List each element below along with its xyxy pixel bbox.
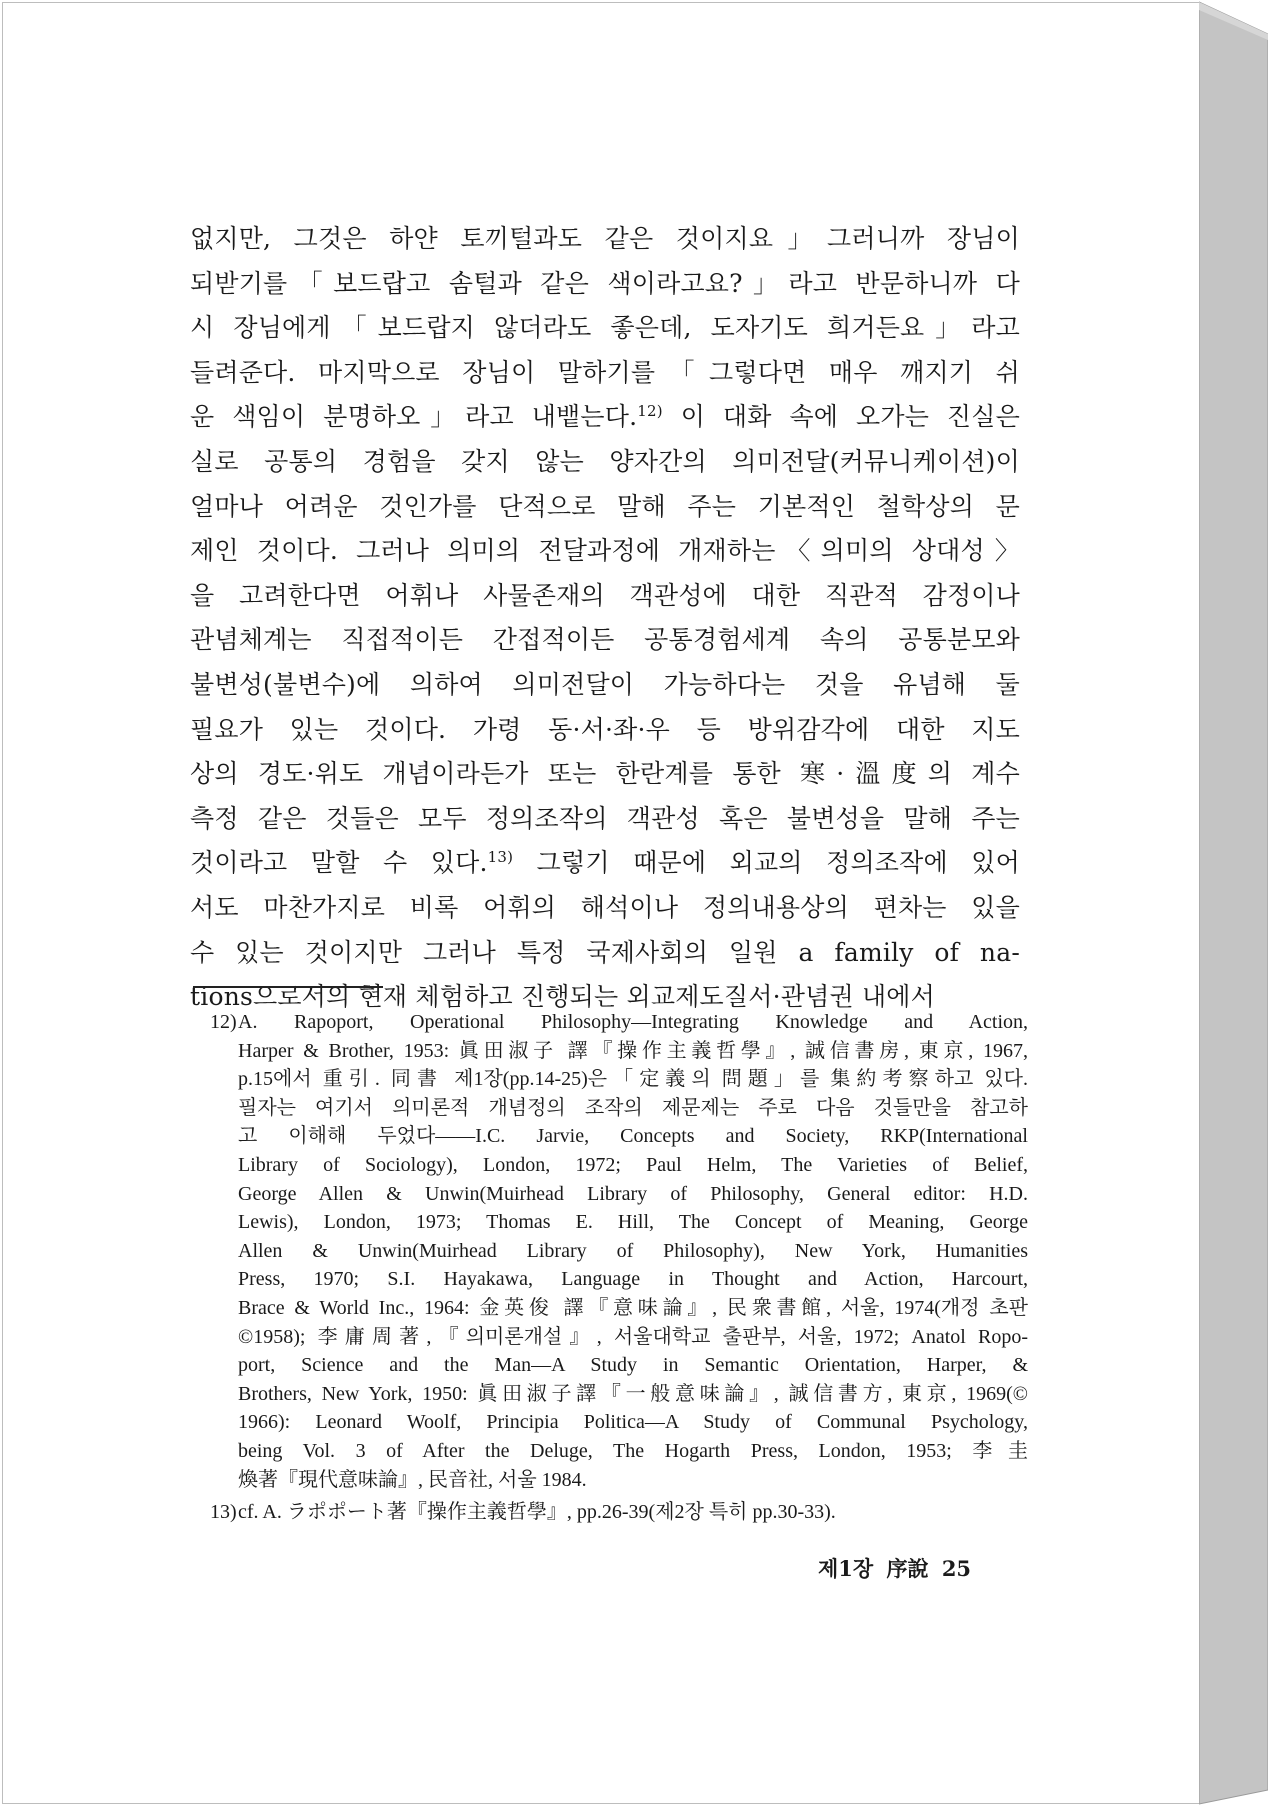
footnote-13 (210, 1498, 1028, 1527)
footnote-line: port, Science and the Man—A Study in Semantic Orientation, Harper, & (238, 1354, 1028, 1377)
footnote-line: George Allen & Unwin(Muirhead Library of Philosophy, General editor: H.D. (238, 1182, 1028, 1205)
footnote-line: Brothers, New York, 1950: 眞田淑子譯『一般意味論』, 誠信書方, 東京, 1969(© (238, 1382, 1028, 1405)
footnote-line: being Vol. 3 of After the Deluge, The Hogarth Press, London, 1953; 李圭 (238, 1439, 1028, 1462)
body-line: 실로 공통의 경험을 갖지 않는 양자간의 의미전달(커뮤니케이션)이 (190, 446, 1020, 476)
footnote-line: Press, 1970; S.I. Hayakawa, Language in Thought and Action, Harcourt, (238, 1268, 1028, 1291)
body-line: 들려준다. 마지막으로 장님이 말하기를「그렇다면 매우 깨지기 쉬 (190, 357, 1020, 387)
footnote-rule (193, 986, 383, 988)
body-line: 상의 경도·위도 개념이라든가 또는 한란계를 통한 寒·溫度의 계수 (190, 759, 1020, 789)
footnote-ref-12: 12) (637, 402, 663, 421)
body-line: 없지만, 그것은 하얀 토끼털과도 같은 것이지요」그러니까 장님이 (190, 224, 1020, 253)
body-line: 불변성(불변수)에 의하여 의미전달이 가능하다는 것을 유념해 둘 (190, 669, 1020, 699)
body-line: 되받기를「보드랍고 솜털과 같은 색이라고요?」라고 반문하니까 다 (190, 268, 1020, 298)
body-line: 시 장님에게「보드랍지 않더라도 좋은데, 도자기도 희거든요」라고 (190, 313, 1020, 343)
footnote-line: 煥著『現代意味論』, 民音社, 서울 1984. (238, 1468, 587, 1491)
footnote-line: 고 이해해 두었다——I.C. Jarvie, Concepts and Society, RKP(International (238, 1125, 1028, 1148)
footer-section: 序說 (886, 1556, 929, 1581)
body-line: 필요가 있는 것이다. 가령 동·서·좌·우 등 방위감각에 대한 지도 (190, 714, 1020, 744)
body-line-with-ref (190, 395, 1020, 440)
body-line-tail: 이 대화 속에 오가는 진실은 (680, 402, 1020, 432)
footnote-line: Brace & World Inc., 1964: 金英俊 譯『意味論』, 民衆書館, 서울, 1974(개정 초판 (238, 1296, 1028, 1319)
body-line: 측정 같은 것들은 모두 정의조작의 객관성 혹은 불변성을 말해 주는 (190, 803, 1020, 833)
page-number: 25 (941, 1556, 972, 1581)
running-footer (818, 1553, 971, 1583)
footnotes (210, 1008, 1029, 1527)
body-line-head: 것이라고 말할 수 있다. (190, 848, 488, 878)
body-line: tions으로서의 현재 체험하고 진행되는 외교제도질서·관념권 내에서 (190, 982, 936, 1012)
footnote-number: 12) (210, 1011, 237, 1033)
footnote-line: Harper & Brother, 1953: 眞田淑子 譯『操作主義哲學』, 誠信書房, 東京, 1967, (238, 1039, 1028, 1062)
body-line-with-ref (190, 841, 1020, 886)
page-stack-edge (1199, 0, 1268, 1806)
footnote-line: A. Rapoport, Operational Philosophy—Integrating Knowledge and Action, (238, 1011, 1028, 1033)
footnote-line: Library of Sociology), London, 1972; Paul Helm, The Varieties of Belief, (238, 1153, 1028, 1176)
body-line: 얼마나 어려운 것인가를 단적으로 말해 주는 기본적인 철학상의 문 (190, 491, 1020, 521)
footnote-line: 1966): Leonard Woolf, Principia Politica—A Study of Communal Psychology, (238, 1411, 1028, 1434)
body-line-tail: 그렇기 때문에 외교의 정의조작에 있어 (536, 848, 1020, 878)
footnote-line: 필자는 여기서 의미론적 개념정의 조작의 제문제는 주로 다음 것들만을 참고하 (238, 1096, 1028, 1119)
body-line: 을 고려한다면 어휘나 사물존재의 객관성에 대한 직관적 감정이나 (190, 580, 1020, 610)
footnote-line: ©1958); 李庸周著,『의미론개설』, 서울대학교 출판부, 서울, 1972; Anatol Ropo- (238, 1325, 1028, 1348)
footnote-line: Allen & Unwin(Muirhead Library of Philosophy), New York, Humanities (238, 1239, 1028, 1262)
footer-chapter: 제1장 (818, 1556, 874, 1581)
body-line-head: 운 색임이 분명하오」라고 내뱉는다. (190, 402, 638, 432)
footnote-line: p.15에서 重引. 同書 제1장(pp.14-25)은「定義의 問題」를 集約考察하고 있다. (238, 1068, 1029, 1091)
body-line: 제인 것이다. 그러나 의미의 전달과정에 개재하는〈의미의 상대성〉 (190, 536, 1020, 566)
body-line: 관념체계는 직접적이든 간접적이든 공통경험세계 속의 공통분모와 (190, 625, 1020, 655)
body-line: 서도 마찬가지로 비록 어휘의 해석이나 정의내용상의 편차는 있을 (190, 892, 1020, 922)
footnote-12 (210, 1008, 1029, 1494)
body-text (190, 217, 1020, 1020)
footnote-number: 13) (210, 1501, 237, 1524)
footnote-ref-13: 13) (487, 848, 514, 867)
footnote-line: cf. A. ラポポート著『操作主義哲學』, pp.26-39(제2장 특히 pp.30-33). (238, 1501, 836, 1524)
body-line: 수 있는 것이지만 그러나 특정 국제사회의 일원 a family of na- (190, 937, 1020, 967)
footnote-line: Lewis), London, 1973; Thomas E. Hill, The Concept of Meaning, George (238, 1211, 1028, 1234)
